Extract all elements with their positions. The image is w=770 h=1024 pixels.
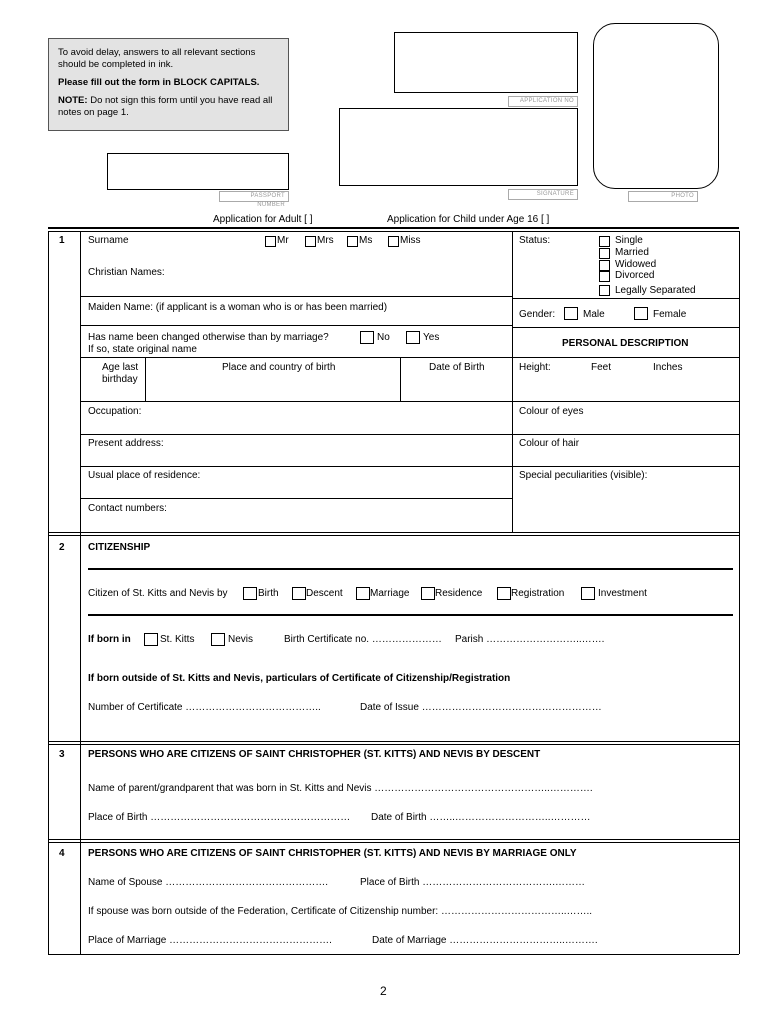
status-married-label: Married bbox=[615, 247, 649, 258]
occupation-label: Occupation: bbox=[88, 406, 142, 417]
certificate-number-field[interactable]: Number of Certificate ………………………………….. bbox=[88, 702, 321, 713]
christian-names-label: Christian Names: bbox=[88, 267, 165, 278]
signature-label: SIGNATURE bbox=[508, 189, 578, 200]
title-ms-label: Ms bbox=[359, 235, 373, 246]
row-line bbox=[512, 401, 739, 402]
name-changed-yes-label: Yes bbox=[423, 332, 440, 343]
frame-bottom bbox=[48, 954, 739, 955]
note-ink: To avoid delay, answers to all relevant sections should be completed in ink. bbox=[58, 47, 256, 70]
name-changed-no-checkbox[interactable] bbox=[360, 331, 374, 344]
note-block-capitals: Please fill out the form in BLOCK CAPITALS. bbox=[58, 77, 260, 88]
row-line bbox=[512, 357, 739, 358]
citizenship-rule bbox=[88, 568, 733, 570]
title-mrs-checkbox[interactable] bbox=[305, 236, 316, 247]
citizen-birth-label: Birth bbox=[258, 588, 279, 599]
title-mr-label: Mr bbox=[277, 235, 289, 246]
maiden-name-label: Maiden Name: (if applicant is a woman who is or has been married) bbox=[88, 302, 388, 313]
born-st-kitts-label: St. Kitts bbox=[160, 634, 195, 645]
status-divorced-checkbox[interactable] bbox=[599, 271, 610, 282]
passport-number-label: PASSPORT NUMBER bbox=[219, 191, 289, 202]
number-column-divider bbox=[80, 231, 81, 954]
status-single-checkbox[interactable] bbox=[599, 236, 610, 247]
born-nevis-checkbox[interactable] bbox=[211, 633, 225, 646]
top-rule bbox=[48, 227, 739, 229]
citizen-registration-checkbox[interactable] bbox=[497, 587, 511, 600]
gender-male-checkbox[interactable] bbox=[564, 307, 578, 320]
dob-divider bbox=[400, 357, 401, 401]
passport-number-field[interactable] bbox=[107, 153, 289, 190]
contact-numbers-label: Contact numbers: bbox=[88, 503, 167, 514]
citizen-by-label: Citizen of St. Kitts and Nevis by bbox=[88, 588, 228, 599]
born-st-kitts-checkbox[interactable] bbox=[144, 633, 158, 646]
photo-box[interactable] bbox=[593, 23, 719, 189]
age-last-label: Age last bbox=[102, 362, 139, 373]
signature-field[interactable] bbox=[339, 108, 578, 186]
row-line bbox=[512, 434, 739, 435]
citizen-investment-label: Investment bbox=[598, 588, 647, 599]
descent-heading: PERSONS WHO ARE CITIZENS OF SAINT CHRISTOPHER (ST. KITTS) AND NEVIS BY DESCENT bbox=[88, 749, 541, 760]
born-nevis-label: Nevis bbox=[228, 634, 254, 645]
gender-male-label: Male bbox=[583, 309, 605, 320]
frame-right bbox=[739, 231, 740, 954]
citizen-residence-checkbox[interactable] bbox=[421, 587, 435, 600]
gender-female-checkbox[interactable] bbox=[634, 307, 648, 320]
born-outside-heading: If born outside of St. Kitts and Nevis, particulars of Certificate of Citizenship/Registration bbox=[88, 673, 511, 684]
citizen-marriage-checkbox[interactable] bbox=[356, 587, 370, 600]
section3-number: 3 bbox=[59, 749, 65, 760]
frame-left bbox=[48, 231, 49, 954]
note-sign: NOTE: Do not sign this form until you have read all notes on page 1. bbox=[58, 95, 273, 118]
gender-female-label: Female bbox=[653, 309, 687, 320]
age-divider bbox=[145, 357, 146, 401]
row-line bbox=[80, 466, 512, 467]
application-adult[interactable]: Application for Adult [ ] bbox=[213, 214, 313, 225]
citizen-investment-checkbox[interactable] bbox=[581, 587, 595, 600]
status-widowed-checkbox[interactable] bbox=[599, 260, 610, 271]
title-ms-checkbox[interactable] bbox=[347, 236, 358, 247]
row-line bbox=[80, 434, 512, 435]
title-miss-checkbox[interactable] bbox=[388, 236, 399, 247]
instructions-note bbox=[48, 38, 289, 131]
photo-label: PHOTO bbox=[628, 191, 698, 202]
spouse-name-field[interactable]: Name of Spouse …………………………………………. bbox=[88, 877, 329, 888]
place-marriage-field[interactable]: Place of Marriage …………………………………………. bbox=[88, 935, 332, 946]
section-divider bbox=[48, 744, 739, 745]
place-country-birth-label: Place and country of birth bbox=[222, 362, 336, 373]
row-line bbox=[512, 327, 739, 328]
row-line bbox=[80, 498, 512, 499]
row-line bbox=[512, 298, 739, 299]
application-no-label: APPLICATION NO bbox=[508, 96, 578, 107]
status-single-label: Single bbox=[615, 235, 643, 246]
spouse-certificate-field[interactable]: If spouse was born outside of the Federation, Certificate of Citizenship number: ………………………………..…….. bbox=[88, 906, 593, 917]
name-changed-yes-checkbox[interactable] bbox=[406, 331, 420, 344]
feet-label: Feet bbox=[591, 362, 612, 373]
date-of-birth-label: Date of Birth bbox=[429, 362, 485, 373]
gender-label: Gender: bbox=[519, 309, 556, 320]
citizen-birth-checkbox[interactable] bbox=[243, 587, 257, 600]
birth-certificate-field[interactable]: Birth Certificate no. ………………… bbox=[284, 634, 442, 645]
if-born-in-label: If born in bbox=[88, 634, 131, 645]
status-widowed-label: Widowed bbox=[615, 259, 657, 270]
inches-label: Inches bbox=[653, 362, 683, 373]
descent-place-birth-field[interactable]: Place of Birth …………………………………………………… bbox=[88, 812, 351, 823]
citizen-descent-label: Descent bbox=[306, 588, 343, 599]
citizen-marriage-label: Marriage bbox=[370, 588, 410, 599]
surname-label: Surname bbox=[88, 235, 129, 246]
parish-field[interactable]: Parish ………………………..……. bbox=[455, 634, 605, 645]
colour-eyes-label: Colour of eyes bbox=[519, 406, 584, 417]
citizen-registration-label: Registration bbox=[511, 588, 565, 599]
date-marriage-field[interactable]: Date of Marriage ……………………………..………. bbox=[372, 935, 598, 946]
section1-top bbox=[48, 231, 739, 232]
spouse-place-birth-field[interactable]: Place of Birth ………………………………….……… bbox=[360, 877, 586, 888]
original-name-label: If so, state original name bbox=[88, 344, 197, 355]
page-number: 2 bbox=[380, 984, 387, 998]
citizenship-rule bbox=[88, 614, 733, 616]
present-address-label: Present address: bbox=[88, 438, 164, 449]
birthday-label: birthday bbox=[102, 374, 138, 385]
section-divider bbox=[48, 842, 739, 843]
usual-residence-label: Usual place of residence: bbox=[88, 470, 201, 481]
date-of-issue-field[interactable]: Date of Issue ……………………………………………… bbox=[360, 702, 602, 713]
section-divider bbox=[48, 839, 739, 840]
section2-number: 2 bbox=[59, 542, 65, 553]
status-married-checkbox[interactable] bbox=[599, 248, 610, 259]
citizenship-heading: CITIZENSHIP bbox=[88, 542, 151, 553]
height-label: Height: bbox=[519, 362, 551, 373]
personal-description-heading: PERSONAL DESCRIPTION bbox=[562, 338, 689, 349]
status-label: Status: bbox=[519, 235, 551, 246]
peculiarities-label: Special peculiarities (visible): bbox=[519, 470, 648, 481]
marriage-heading: PERSONS WHO ARE CITIZENS OF SAINT CHRISTOPHER (ST. KITTS) AND NEVIS BY MARRIAGE ONLY bbox=[88, 848, 577, 859]
section1-column-divider bbox=[512, 231, 513, 532]
status-divorced-label: Divorced bbox=[615, 270, 655, 281]
name-changed-label: Has name been changed otherwise than by marriage? bbox=[88, 332, 329, 343]
row-line bbox=[80, 325, 512, 326]
citizen-descent-checkbox[interactable] bbox=[292, 587, 306, 600]
name-changed-no-label: No bbox=[377, 332, 390, 343]
row-line bbox=[80, 401, 512, 402]
section-divider bbox=[48, 741, 739, 742]
parent-name-field[interactable]: Name of parent/grandparent that was born in St. Kitts and Nevis ……………………………………………..…………. bbox=[88, 783, 593, 794]
colour-hair-label: Colour of hair bbox=[519, 438, 580, 449]
citizen-residence-label: Residence bbox=[435, 588, 483, 599]
section4-number: 4 bbox=[59, 848, 65, 859]
section1-number: 1 bbox=[59, 235, 65, 246]
descent-date-birth-field[interactable]: Date of Birth ……..………………………..………… bbox=[371, 812, 591, 823]
title-mrs-label: Mrs bbox=[317, 235, 334, 246]
title-miss-label: Miss bbox=[400, 235, 421, 246]
section-divider bbox=[48, 532, 739, 533]
status-separated-checkbox[interactable] bbox=[599, 285, 610, 296]
row-line bbox=[512, 466, 739, 467]
application-no-field[interactable] bbox=[394, 32, 578, 93]
section-divider bbox=[48, 535, 739, 536]
title-mr-checkbox[interactable] bbox=[265, 236, 276, 247]
application-child[interactable]: Application for Child under Age 16 [ ] bbox=[387, 214, 550, 225]
status-separated-label: Legally Separated bbox=[615, 285, 696, 296]
row-line bbox=[80, 296, 512, 297]
